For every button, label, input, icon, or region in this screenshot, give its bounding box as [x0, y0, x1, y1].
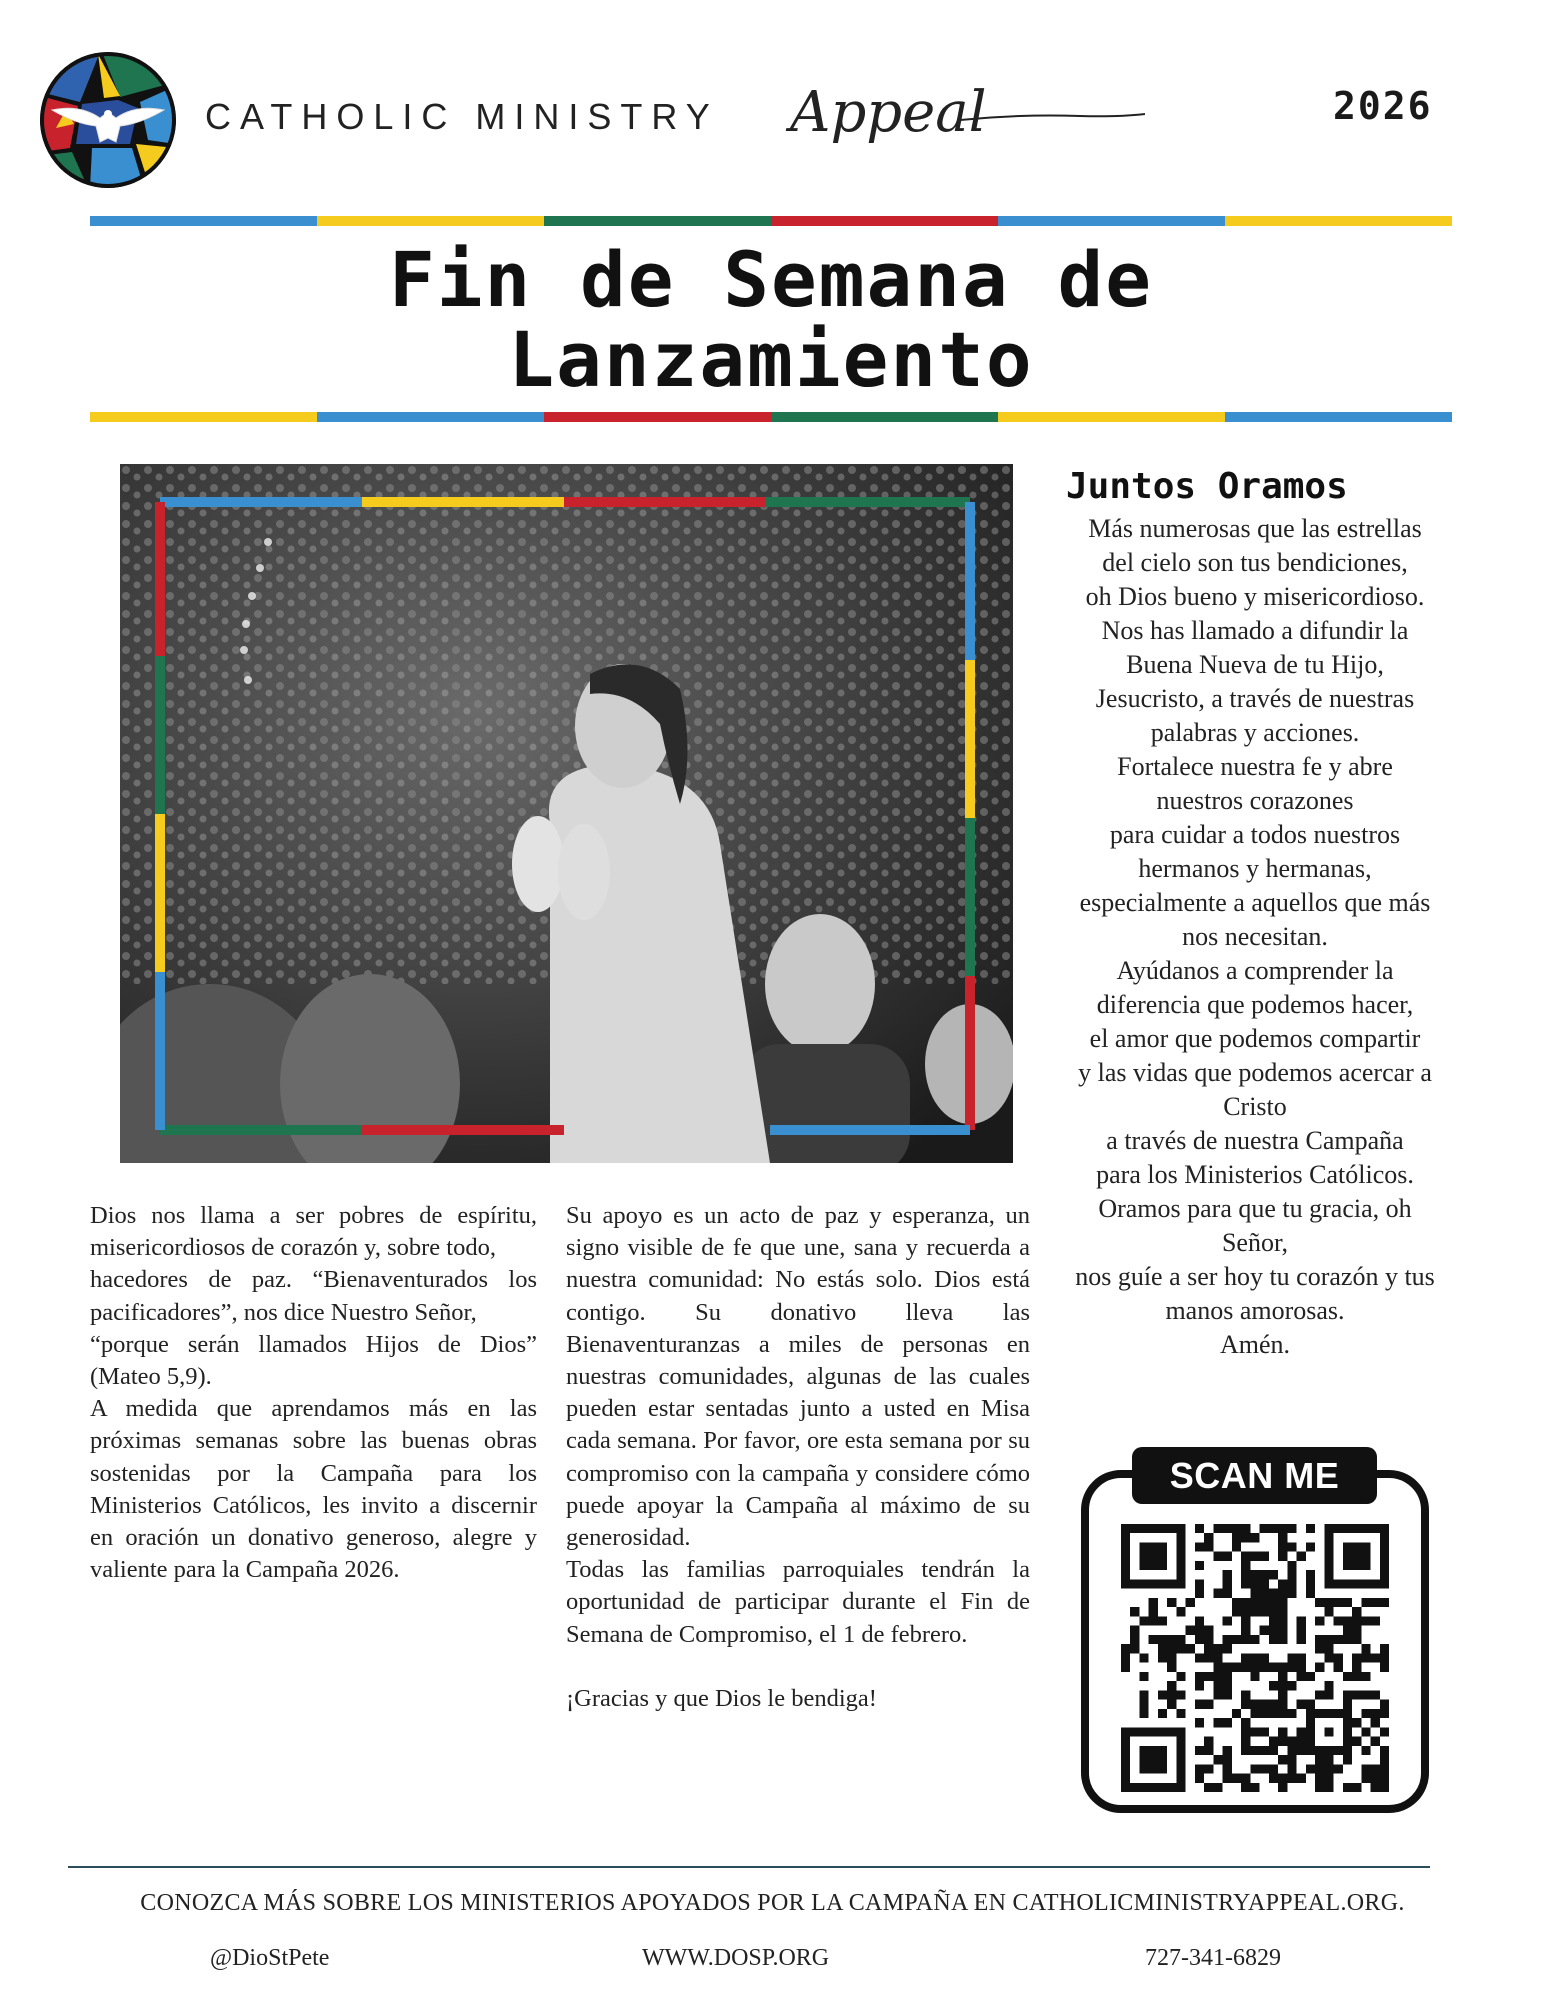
page-title	[90, 235, 1452, 404]
title-line-2: Lanzamiento	[508, 315, 1034, 404]
footer-divider	[68, 1866, 1430, 1868]
prayer-line: Oramos para que tu gracia, oh	[1098, 1194, 1412, 1223]
paragraph: “porque serán llamados Hijos de Dios” (Mateo 5,9).	[90, 1330, 537, 1391]
qr-code-icon[interactable]	[1121, 1524, 1389, 1792]
prayer-line: diferencia que podemos hacer,	[1096, 990, 1414, 1019]
script-underline	[960, 108, 1145, 128]
prayer-line: Jesucristo, a través de nuestras	[1095, 684, 1415, 713]
prayer-text	[1035, 512, 1475, 1362]
prayer-line: y las vidas que podemos acercar a	[1078, 1058, 1432, 1087]
prayer-line: Amén.	[1219, 1330, 1291, 1359]
prayer-line: nuestros corazones	[1156, 786, 1354, 815]
closing-line: ¡Gracias y que Dios le bendiga!	[566, 1684, 877, 1712]
paragraph: A medida que aprendamos más en las próximas semanas sobre las buenas obras sostenidas por la Campaña para los Ministerios Católicos, les invito a discernir en oración un donativo generoso, alegre y valiente para la Campaña 2026.	[90, 1395, 537, 1584]
prayer-line: a través de nuestra Campaña	[1106, 1126, 1404, 1155]
social-handle[interactable]: @DioStPete	[210, 1945, 330, 1971]
prayer-line: hermanos y hermanas,	[1138, 854, 1372, 883]
prayer-line: Cristo	[1223, 1092, 1287, 1121]
prayer-line: el amor que podemos compartir	[1089, 1024, 1421, 1053]
paragraph: Dios nos llama a ser pobres de espíritu, misericordiosos de corazón y, sobre todo,	[90, 1202, 537, 1262]
footer-message: CONOZCA MÁS SOBRE LOS MINISTERIOS APOYADOS POR LA CAMPAÑA EN CATHOLICMINISTRYAPPEAL.ORG.	[140, 1890, 1405, 1916]
prayer-line: para cuidar a todos nuestros	[1109, 820, 1401, 849]
prayer-line: especialmente a aquellos que más	[1079, 888, 1431, 917]
paragraph: hacedores de paz. “Bienaventurados los pacificadores”, nos dice Nuestro Señor,	[90, 1266, 537, 1326]
prayer-line: Buena Nueva de tu Hijo,	[1126, 650, 1384, 679]
prayer-line: nos guíe a ser hoy tu corazón y tus	[1075, 1262, 1435, 1291]
prayer-line: oh Dios bueno y misericordioso.	[1085, 582, 1425, 611]
title-line-1: Fin de Semana de	[388, 235, 1154, 324]
prayer-line: del cielo son tus bendiciones,	[1102, 548, 1408, 577]
praying-congregation-photo	[120, 464, 1013, 1163]
dove-stained-glass-logo	[40, 52, 176, 188]
prayer-line: nos necesitan.	[1182, 922, 1328, 951]
color-stripe-bottom	[90, 412, 1452, 422]
website-link[interactable]: WWW.DOSP.ORG	[642, 1945, 830, 1971]
prayer-line: Nos has llamado a difundir la	[1101, 616, 1409, 645]
paragraph: Su apoyo es un acto de paz y esperanza, un signo visible de fe que une, sana y recuerda a nuestra comunidad: No estás solo. Dios está contigo. Su donativo lleva las Bienaventuranzas a miles de personas en nuestras comunidades, algunas de las cuales pueden estar sentadas junto a usted en Misa cada semana. Por favor, ore esta semana por su compromiso con la campaña y considere cómo puede apoyar la Campaña al máximo de su generosidad.	[566, 1202, 1030, 1552]
prayer-line: para los Ministerios Católicos.	[1096, 1160, 1414, 1189]
body-column-middle	[566, 1200, 1030, 1715]
brand-script: Appeal	[790, 80, 987, 145]
brand-name: CATHOLIC MINISTRY	[205, 96, 719, 137]
prayer-title: Juntos Oramos	[1066, 466, 1348, 507]
body-column-left	[90, 1200, 537, 1586]
prayer-line: manos amorosas.	[1165, 1296, 1345, 1325]
scan-me-label: SCAN ME	[1132, 1447, 1377, 1504]
prayer-line: Señor,	[1221, 1228, 1289, 1257]
paragraph: Todas las familias parroquiales tendrán la oportunidad de participar durante el Fin de Semana de Compromiso, el 1 de febrero.	[566, 1556, 1030, 1648]
phone-number[interactable]: 727-341-6829	[1145, 1945, 1281, 1971]
prayer-line: Ayúdanos a comprender la	[1116, 956, 1394, 985]
color-stripe-top	[90, 216, 1452, 226]
prayer-line: Más numerosas que las estrellas	[1088, 514, 1422, 543]
prayer-line: Fortalece nuestra fe y abre	[1117, 752, 1393, 781]
campaign-year: 2026	[1333, 84, 1433, 128]
prayer-line: palabras y acciones.	[1150, 718, 1360, 747]
